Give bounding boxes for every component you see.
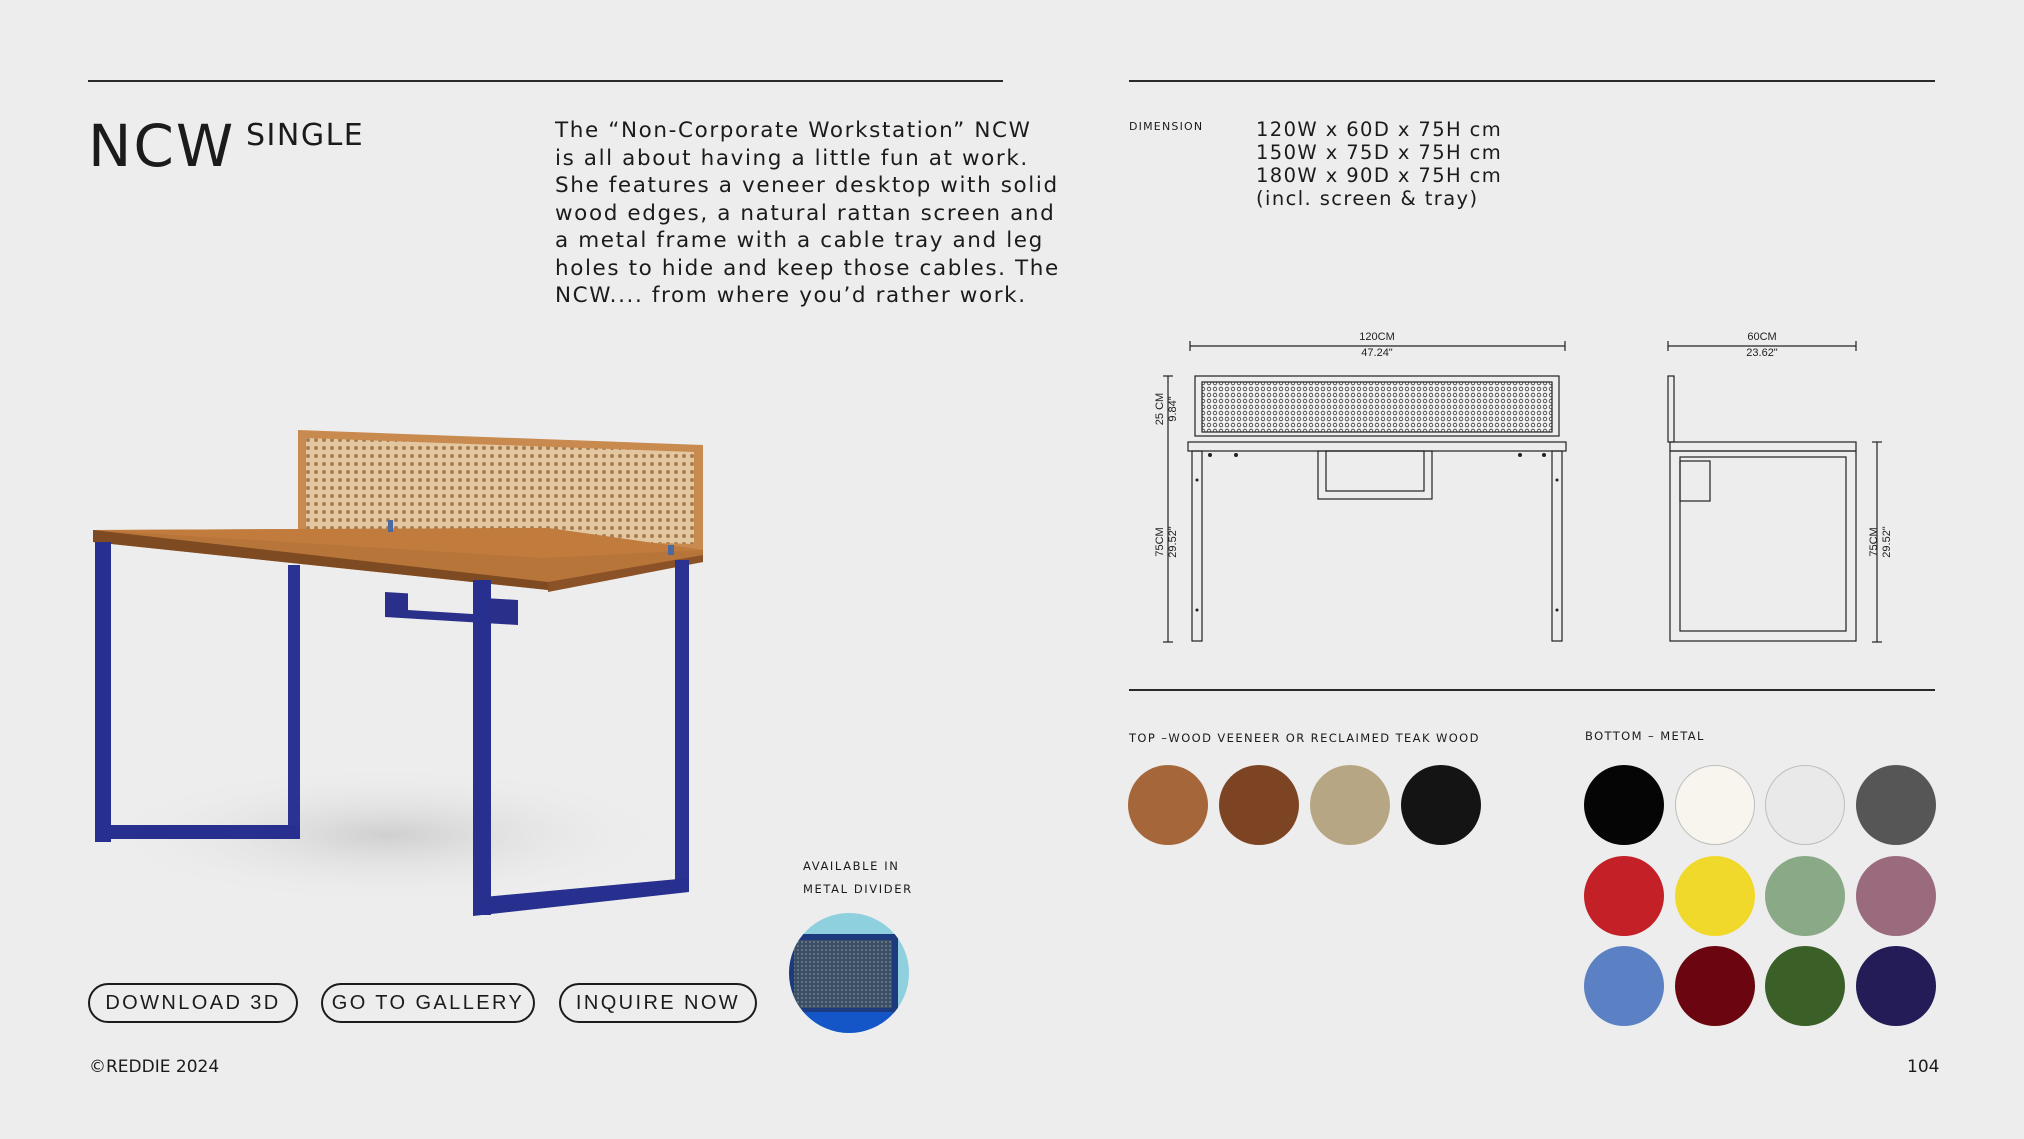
description-line: The “Non-Corporate Workstation” NCW <box>555 118 1032 143</box>
dimension-value: 150W x 75D x 75H cm <box>1256 141 1503 164</box>
metal-swatch[interactable] <box>1856 946 1936 1026</box>
metal-swatch[interactable] <box>1675 765 1755 845</box>
dimension-label: DIMENSION <box>1129 120 1204 133</box>
mid-rule-right <box>1129 689 1935 691</box>
metal-swatch[interactable] <box>1765 765 1845 845</box>
dimension-value: 120W x 60D x 75H cm <box>1256 118 1503 141</box>
top-rule-left <box>88 80 1003 82</box>
go-to-gallery-button[interactable]: GO TO GALLERY <box>321 983 535 1023</box>
screen-height-inch: 9.84" <box>1167 396 1179 422</box>
copyright: ©REDDIE 2024 <box>89 1057 220 1077</box>
metal-swatch[interactable] <box>1765 946 1845 1026</box>
side-height-label: 75CM <box>1868 527 1880 557</box>
desk-product-image <box>88 420 728 920</box>
product-variant: SINGLE <box>246 118 365 153</box>
leg-height-inch: 29.52" <box>1167 526 1179 558</box>
front-width-inch: 47.24" <box>1361 347 1393 359</box>
description-line: is all about having a little fun at work. <box>555 145 1029 171</box>
description-line: She features a veneer desktop with solid <box>555 173 1059 198</box>
description-line: NCW.... from where you’d rather work. <box>555 283 1027 308</box>
wood-swatch[interactable] <box>1310 765 1390 845</box>
product-name: NCW <box>88 112 236 180</box>
metal-swatch[interactable] <box>1584 856 1664 936</box>
technical-drawing <box>1140 320 1900 660</box>
metal-swatch[interactable] <box>1856 856 1936 936</box>
wood-swatch[interactable] <box>1128 765 1208 845</box>
front-width-label: 120CM <box>1359 331 1395 343</box>
wood-swatch[interactable] <box>1219 765 1299 845</box>
leg-height-label: 75CM <box>1154 527 1166 557</box>
product-description <box>555 117 1060 310</box>
side-height-inch: 29.52" <box>1881 526 1893 558</box>
metal-swatch[interactable] <box>1856 765 1936 845</box>
side-depth-inch: 23.62" <box>1746 347 1778 359</box>
metal-swatch[interactable] <box>1584 946 1664 1026</box>
side-depth-label: 60CM <box>1747 331 1777 343</box>
top-finish-label: TOP –WOOD VEENEER OR RECLAIMED TEAK WOOD <box>1129 731 1480 745</box>
screen-height-label: 25 CM <box>1154 392 1166 426</box>
dimension-values <box>1256 118 1502 210</box>
download-3d-button[interactable]: DOWNLOAD 3D <box>88 983 298 1023</box>
description-line: a metal frame with a cable tray and leg <box>555 228 1044 253</box>
top-rule-right <box>1129 80 1935 82</box>
dimension-value: (incl. screen & tray) <box>1256 187 1479 210</box>
metal-swatch[interactable] <box>1675 946 1755 1026</box>
description-line: holes to hide and keep those cables. The <box>555 255 1060 281</box>
bottom-finish-label: BOTTOM – METAL <box>1585 729 1705 743</box>
metal-swatch[interactable] <box>1675 856 1755 936</box>
metal-swatch[interactable] <box>1765 856 1845 936</box>
metal-swatch[interactable] <box>1584 765 1664 845</box>
page-number: 104 <box>1907 1057 1940 1077</box>
wood-swatch[interactable] <box>1401 765 1481 845</box>
metal-divider-thumbnail <box>788 912 910 1034</box>
divider-note-line1: AVAILABLE IN <box>803 859 900 873</box>
divider-note-line2: METAL DIVIDER <box>803 882 913 896</box>
inquire-now-button[interactable]: INQUIRE NOW <box>559 983 757 1023</box>
dimension-value: 180W x 90D x 75H cm <box>1256 164 1503 187</box>
description-line: wood edges, a natural rattan screen and <box>555 200 1056 226</box>
